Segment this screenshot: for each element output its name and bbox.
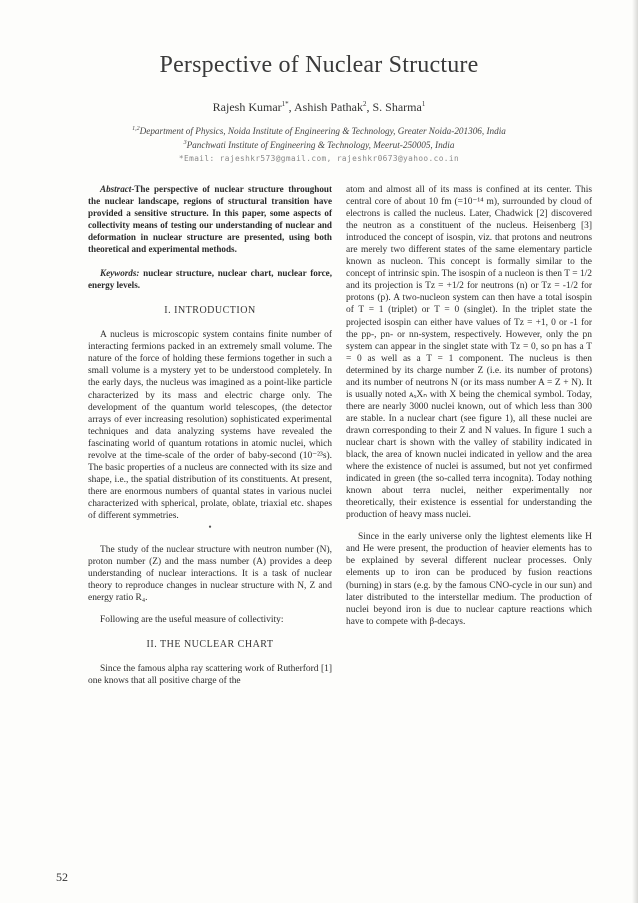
abstract-text: The perspective of nuclear structure throughout the nuclear landscape, regions of structural transition have provided a sensitive structure. In this paper, some aspects of collectivity means of testing our understanding of nuclear and deformation in nuclear structure are presented, using both theoretical and experimental methods. [88, 184, 332, 254]
keywords [88, 268, 332, 292]
keywords-text: nuclear structure, nuclear chart, nuclear force, energy levels. [88, 268, 332, 291]
bullet-mark: • [208, 523, 212, 534]
body-paragraph: atom and almost all of its mass is confined at its center. This central core of about 10 fm (=10⁻¹⁴ m), surrounded by cloud of electrons is called the nucleus. Later, Chadwick [2] discovered the neutron as a constituent of the nucleus. Heisenberg [3] introduced the concept of isospin, viz. that protons and neutrons are merely two different states of the same elementary particle known as nucleon. This concept is formally similar to the concept of intrinsic spin. The isospin of a nucleon is then T = 1/2 and its projection is Tz = +1/2 for neutrons (n) or Tz = -1/2 for protons (p). A two-nucleon system can then have a total isospin of T = 1 (triplet) or T = 0 (singlet). In the triplet state the projected isospin can either have values of Tz = +1, 0 or -1 for the pp-, pn- or nn-system, respectively. However, only the pn system can appear in the singlet state with Tz = 0, so pn has a T = 0 as well as a T = 1 component. The nucleus is then determined by its charge number Z (i.e. its number of protons) and its number of neutrons N (or its mass number A = Z + N). It is usually noted ᴀₓXₙ with X being the chemical symbol. Today, there are nearly 3000 nuclei known, out of which less than 300 are stable. In a nuclear chart (see figure 1), all these nuclei are drawn corresponding to their Z and N values. In figure 1 such a nuclear chart is shown with the valley of stability indicated in black, the area of known nuclei indicated in yellow and the area where the existence of nuclei is assumed, but not yet confirmed indicated in green (the so-called terra incognita). Today nothing known about terra nuclei, neither experimentally nor theoretically, their existence is essential for understanding the production of heavy mass nuclei. [346, 185, 592, 521]
affiliation-1 [0, 126, 638, 136]
keywords-label: Keywords: [100, 268, 140, 279]
body-paragraph: Since the famous alpha ray scattering work of Rutherford [1] one knows that all positive charge of the [88, 664, 332, 687]
affiliation-text: Panchwati Institute of Engineering & Technology, Meerut-250005, India [186, 140, 455, 151]
section-heading-introduction: I. INTRODUCTION [164, 305, 256, 317]
author-name: S. Sharma [372, 100, 422, 114]
affiliation-mark: 3 [183, 140, 187, 146]
page-number: 52 [56, 870, 68, 884]
body-paragraph: Since in the early universe only the lightest elements like H and He were present, the production of heavier elements has to be explained by several different nuclear processes. Only elements up to iron can be produced by fusion reactions (burning) in stars (e.g. by the famous CNO-cycle in our sun) and later distributed to the interstellar medium. The production of nuclei beyond iron is due to nuclear capture reactions which have to compete with β-decays. [346, 532, 592, 627]
body-paragraph: A nucleus is microscopic system contains finite number of interacting fermions packed in an extremely small volume. The nature of the force of holding these fermions together in such a small volume is a mystery yet to be understood completely. In the early days, the nucleus was imagined as a point-like particle characterized by its mass and electric charge only. The development of the quantum world telescopes, (the detector arrays of ever increasing resolution) sophisticated experimental techniques and data analyzing systems have revealed the fascinating world of quantum rotations in atomic nuclei, which revolve at the time-scale of the order of baby-second (10⁻²³s). The basic properties of a nucleus are connected with its size and shape, i.e., the spatial distribution of its constituents. At present, there are enormous numbers of quantal states in various nuclei characterized with spherical, prolate, oblate, triaxial etc. shapes of different symmetries. [88, 330, 332, 521]
body-paragraph: The study of the nuclear structure with neutron number (N), proton number (Z) and the mass number (A) provides a deep understanding of nuclear interactions. It is a task of nuclear theory to reproduce changes in nuclear structure with N, Z and energy ratio R₄. [88, 545, 332, 604]
affiliation-text: Department of Physics, Noida Institute of Engineering & Technology, Greater Noida-201306, India [139, 126, 506, 137]
section-heading-nuclear-chart: II. THE NUCLEAR CHART [146, 639, 274, 651]
author-affiliation-mark: 1* [281, 100, 289, 108]
right-column [346, 184, 592, 628]
author-name: Ashish Pathak [293, 100, 363, 114]
author-separator: , [288, 100, 294, 114]
paper-title: Perspective of Nuclear Structure [159, 52, 479, 78]
affiliation-2 [0, 140, 638, 150]
abstract-label: Abstract- [100, 184, 135, 194]
body-paragraph: Following are the useful measure of collectivity: [100, 615, 284, 626]
author-line [0, 100, 638, 115]
page-edge-shadow [632, 0, 638, 903]
contact-email: *Email: rajeshkr573@gmail.com, rajeshkr0673@yahoo.co.in [178, 154, 460, 163]
affiliation-mark: 1,2 [132, 126, 140, 132]
author-separator: , [366, 100, 373, 114]
abstract [88, 184, 332, 255]
left-column [88, 184, 332, 687]
author-name: Rajesh Kumar [212, 100, 282, 114]
author-affiliation-mark: 2 [362, 100, 367, 108]
author-affiliation-mark: 1 [421, 100, 426, 108]
